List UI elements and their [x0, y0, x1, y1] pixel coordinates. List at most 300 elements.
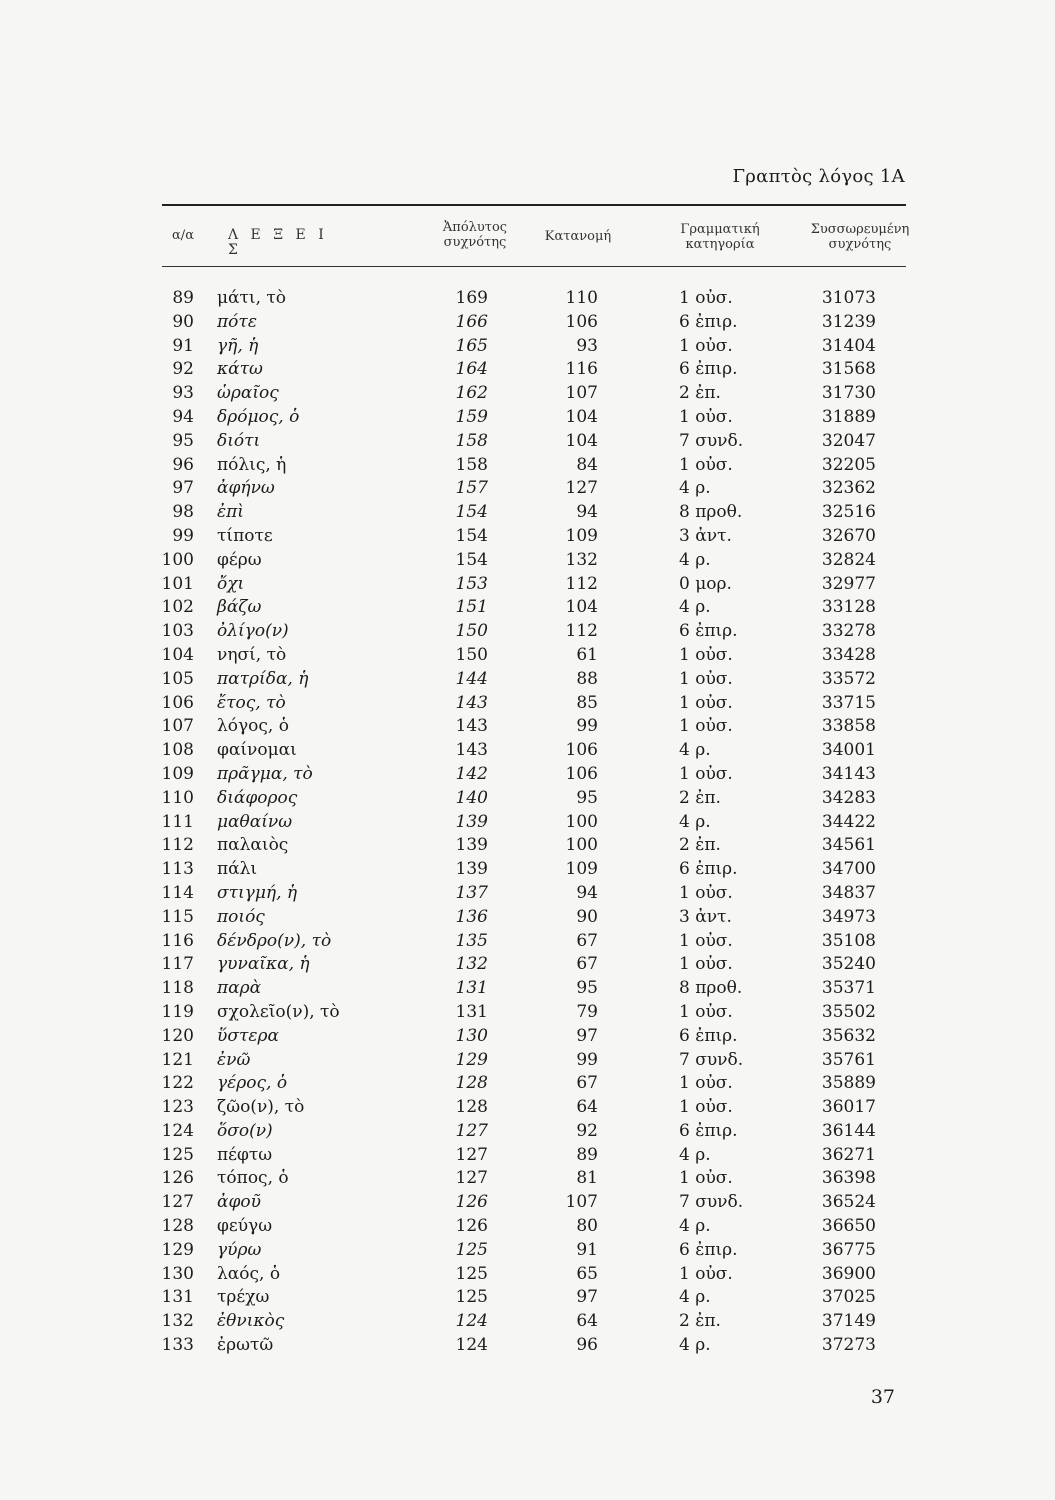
row-distribution: 84 [576, 454, 598, 475]
row-distribution: 89 [576, 1144, 598, 1165]
row-distribution: 109 [565, 859, 598, 880]
row-distribution: 80 [576, 1216, 598, 1237]
row-index: 122 [161, 1073, 194, 1094]
table-row [0, 574, 1055, 598]
row-grammatical-category: 3 ἀντ. [679, 525, 732, 546]
row-index: 106 [161, 692, 194, 713]
table-row [0, 597, 1055, 621]
row-distribution: 92 [576, 1120, 598, 1141]
table-row [0, 502, 1055, 526]
row-distribution: 64 [576, 1311, 598, 1332]
row-cumulative-frequency: 32047 [821, 430, 876, 451]
row-distribution: 67 [576, 1073, 598, 1094]
row-word: τίποτε [217, 525, 273, 546]
row-absolute-frequency: 140 [455, 787, 488, 808]
row-index: 113 [161, 859, 194, 880]
table-row [0, 407, 1055, 431]
table-row [0, 1121, 1055, 1145]
row-absolute-frequency: 125 [455, 1239, 488, 1260]
table-row [0, 455, 1055, 479]
row-cumulative-frequency: 35761 [821, 1049, 876, 1070]
row-absolute-frequency: 125 [455, 1263, 488, 1284]
row-grammatical-category: 4 ρ. [679, 549, 711, 570]
row-distribution: 67 [576, 954, 598, 975]
row-word: πότε [217, 311, 257, 332]
row-word: ἐρωτῶ [217, 1335, 274, 1356]
row-grammatical-category: 3 ἀντ. [679, 906, 732, 927]
row-distribution: 65 [576, 1263, 598, 1284]
row-cumulative-frequency: 31568 [821, 359, 876, 380]
row-index: 98 [172, 502, 194, 523]
row-grammatical-category: 1 οὐσ. [679, 668, 733, 689]
row-index: 102 [161, 597, 194, 618]
row-index: 128 [161, 1216, 194, 1237]
row-distribution: 106 [565, 740, 598, 761]
row-cumulative-frequency: 36524 [821, 1192, 876, 1213]
row-cumulative-frequency: 34700 [821, 859, 876, 880]
row-distribution: 100 [565, 835, 598, 856]
row-cumulative-frequency: 36775 [821, 1239, 876, 1260]
row-grammatical-category: 1 οὐσ. [679, 454, 733, 475]
row-absolute-frequency: 126 [455, 1192, 488, 1213]
header-words: Λ Ε Ξ Ε Ι Σ [228, 227, 328, 258]
table-row [0, 1287, 1055, 1311]
row-grammatical-category: 0 μορ. [679, 573, 732, 594]
row-absolute-frequency: 124 [455, 1335, 488, 1356]
row-index: 109 [161, 763, 194, 784]
row-cumulative-frequency: 35240 [821, 954, 876, 975]
row-distribution: 64 [576, 1097, 598, 1118]
header-cumulative [800, 222, 920, 252]
row-cumulative-frequency: 31730 [821, 383, 876, 404]
row-grammatical-category: 1 οὐσ. [679, 406, 733, 427]
table-row [0, 1050, 1055, 1074]
row-distribution: 99 [576, 716, 598, 737]
row-index: 132 [161, 1311, 194, 1332]
row-grammatical-category: 1 οὐσ. [679, 882, 733, 903]
row-grammatical-category: 1 οὐσ. [679, 1263, 733, 1284]
table-row [0, 1026, 1055, 1050]
row-absolute-frequency: 153 [455, 573, 488, 594]
row-absolute-frequency: 128 [455, 1097, 488, 1118]
row-grammatical-category: 1 οὐσ. [679, 954, 733, 975]
row-grammatical-category: 8 προθ. [679, 502, 743, 523]
row-word: κάτω [217, 359, 263, 380]
row-index: 118 [161, 978, 194, 999]
row-grammatical-category: 4 ρ. [679, 1144, 711, 1165]
row-absolute-frequency: 131 [455, 1001, 488, 1022]
row-distribution: 61 [576, 644, 598, 665]
row-word: ὀλίγο(ν) [217, 621, 289, 642]
row-distribution: 100 [565, 811, 598, 832]
row-absolute-frequency: 124 [455, 1311, 488, 1332]
row-word: γέρος, ὁ [217, 1073, 288, 1094]
row-distribution: 132 [565, 549, 598, 570]
row-cumulative-frequency: 34143 [821, 763, 876, 784]
row-distribution: 99 [576, 1049, 598, 1070]
row-word: ποιός [217, 906, 265, 927]
table-row [0, 788, 1055, 812]
row-cumulative-frequency: 36650 [821, 1216, 876, 1237]
row-cumulative-frequency: 32824 [821, 549, 876, 570]
row-word: ὡραῖος [217, 383, 279, 404]
row-index: 94 [172, 406, 194, 427]
row-grammatical-category: 6 ἐπιρ. [679, 1239, 738, 1260]
row-distribution: 110 [565, 288, 598, 308]
row-cumulative-frequency: 35108 [821, 930, 876, 951]
row-word: νησί, τὸ [217, 644, 287, 665]
row-distribution: 107 [565, 1192, 598, 1213]
row-cumulative-frequency: 31073 [821, 288, 876, 308]
row-word: παρὰ [217, 978, 262, 999]
row-grammatical-category: 1 οὐσ. [679, 1097, 733, 1118]
row-index: 123 [161, 1097, 194, 1118]
row-grammatical-category: 4 ρ. [679, 1287, 711, 1308]
row-grammatical-category: 2 ἐπ. [679, 787, 721, 808]
table-rule-bottom [162, 266, 906, 267]
row-cumulative-frequency: 33278 [821, 621, 876, 642]
row-cumulative-frequency: 36017 [821, 1097, 876, 1118]
row-word: ἔτος, τὸ [217, 692, 286, 713]
table-row [0, 288, 1055, 312]
row-cumulative-frequency: 34561 [821, 835, 876, 856]
row-word: στιγμή, ἡ [217, 882, 298, 903]
row-index: 95 [172, 430, 194, 451]
row-cumulative-frequency: 32670 [821, 525, 876, 546]
table-row [0, 835, 1055, 859]
table-row [0, 693, 1055, 717]
header-cumulative-line2: συχνότης [828, 237, 892, 252]
table-row [0, 1335, 1055, 1359]
row-absolute-frequency: 157 [455, 478, 488, 499]
row-word: τρέχω [217, 1287, 270, 1308]
row-absolute-frequency: 127 [455, 1168, 488, 1189]
table-row [0, 383, 1055, 407]
header-cumulative-line1: Συσσωρευμένη [810, 222, 910, 237]
row-grammatical-category: 6 ἐπιρ. [679, 311, 738, 332]
row-index: 107 [161, 716, 194, 737]
row-grammatical-category: 4 ρ. [679, 1216, 711, 1237]
row-word: λόγος, ὁ [217, 716, 289, 737]
row-grammatical-category: 1 οὐσ. [679, 763, 733, 784]
row-word: φέρω [217, 549, 262, 570]
row-absolute-frequency: 128 [455, 1073, 488, 1094]
row-word: πέφτω [217, 1144, 273, 1165]
row-absolute-frequency: 132 [455, 954, 488, 975]
row-grammatical-category: 4 ρ. [679, 478, 711, 499]
row-grammatical-category: 1 οὐσ. [679, 692, 733, 713]
row-distribution: 88 [576, 668, 598, 689]
row-word: πόλις, ἡ [217, 454, 287, 475]
row-distribution: 109 [565, 525, 598, 546]
table-row [0, 954, 1055, 978]
table-row [0, 740, 1055, 764]
row-cumulative-frequency: 35371 [821, 978, 876, 999]
row-grammatical-category: 4 ρ. [679, 811, 711, 832]
row-absolute-frequency: 150 [455, 644, 488, 665]
row-distribution: 85 [576, 692, 598, 713]
row-distribution: 67 [576, 930, 598, 951]
row-grammatical-category: 4 ρ. [679, 740, 711, 761]
row-word: ὄχι [217, 573, 245, 594]
row-absolute-frequency: 158 [455, 454, 488, 475]
row-distribution: 95 [576, 978, 598, 999]
row-distribution: 81 [576, 1168, 598, 1189]
row-distribution: 112 [565, 621, 598, 642]
row-index: 111 [161, 811, 194, 832]
table-row [0, 1192, 1055, 1216]
table-row [0, 931, 1055, 955]
row-word: μάτι, τὸ [217, 288, 287, 308]
table-row [0, 359, 1055, 383]
row-absolute-frequency: 165 [455, 335, 488, 356]
row-cumulative-frequency: 31239 [821, 311, 876, 332]
row-word: τόπος, ὁ [217, 1168, 289, 1189]
row-absolute-frequency: 151 [455, 597, 488, 618]
row-grammatical-category: 6 ἐπιρ. [679, 1120, 738, 1141]
row-absolute-frequency: 131 [455, 978, 488, 999]
row-grammatical-category: 7 συνδ. [679, 1192, 744, 1213]
table-row [0, 859, 1055, 883]
table-row [0, 1240, 1055, 1264]
row-index: 129 [161, 1239, 194, 1260]
row-word: ὅσο(ν) [217, 1120, 273, 1141]
row-word: παλαιὸς [217, 835, 289, 856]
row-absolute-frequency: 166 [455, 311, 488, 332]
row-grammatical-category: 1 οὐσ. [679, 1001, 733, 1022]
row-grammatical-category: 1 οὐσ. [679, 644, 733, 665]
header-absolute [425, 220, 525, 250]
row-grammatical-category: 6 ἐπιρ. [679, 359, 738, 380]
row-grammatical-category: 2 ἐπ. [679, 1311, 721, 1332]
table-row [0, 478, 1055, 502]
row-absolute-frequency: 150 [455, 621, 488, 642]
row-distribution: 94 [576, 502, 598, 523]
row-word: ὕστερα [217, 1025, 279, 1046]
row-distribution: 79 [576, 1001, 598, 1022]
row-absolute-frequency: 169 [455, 288, 488, 308]
table-row [0, 1145, 1055, 1169]
row-word: ἐπὶ [217, 502, 244, 523]
frequency-table-body [0, 288, 1055, 1359]
row-word: λαός, ὁ [217, 1263, 281, 1284]
row-cumulative-frequency: 32977 [821, 573, 876, 594]
table-row [0, 716, 1055, 740]
row-absolute-frequency: 143 [455, 716, 488, 737]
row-cumulative-frequency: 31889 [821, 406, 876, 427]
row-cumulative-frequency: 32516 [821, 502, 876, 523]
row-word: ζῶο(ν), τὸ [217, 1097, 305, 1118]
row-grammatical-category: 2 ἐπ. [679, 383, 721, 404]
row-grammatical-category: 4 ρ. [679, 1335, 711, 1356]
page-number: 37 [870, 1386, 895, 1408]
row-word: πρᾶγμα, τὸ [217, 763, 313, 784]
row-grammatical-category: 2 ἐπ. [679, 835, 721, 856]
row-index: 105 [161, 668, 194, 689]
table-row [0, 1216, 1055, 1240]
row-index: 120 [161, 1025, 194, 1046]
row-absolute-frequency: 144 [455, 668, 488, 689]
row-distribution: 112 [565, 573, 598, 594]
row-cumulative-frequency: 34001 [821, 740, 876, 761]
row-distribution: 127 [565, 478, 598, 499]
row-index: 119 [161, 1001, 194, 1022]
table-row [0, 431, 1055, 455]
row-cumulative-frequency: 33715 [821, 692, 876, 713]
row-cumulative-frequency: 32362 [821, 478, 876, 499]
row-absolute-frequency: 126 [455, 1216, 488, 1237]
table-rule-top [162, 204, 906, 206]
row-cumulative-frequency: 35502 [821, 1001, 876, 1022]
row-grammatical-category: 8 προθ. [679, 978, 743, 999]
table-row [0, 978, 1055, 1002]
header-distribution: Κατανομή [544, 229, 612, 244]
row-absolute-frequency: 143 [455, 740, 488, 761]
row-index: 124 [161, 1120, 194, 1141]
table-row [0, 764, 1055, 788]
row-cumulative-frequency: 35632 [821, 1025, 876, 1046]
row-absolute-frequency: 154 [455, 525, 488, 546]
table-row [0, 336, 1055, 360]
row-word: δένδρο(ν), τὸ [217, 930, 332, 951]
row-absolute-frequency: 158 [455, 430, 488, 451]
row-distribution: 91 [576, 1239, 598, 1260]
row-index: 91 [172, 335, 194, 356]
table-row [0, 312, 1055, 336]
row-distribution: 104 [565, 406, 598, 427]
table-row [0, 1311, 1055, 1335]
row-word: φεύγω [217, 1216, 273, 1237]
row-grammatical-category: 6 ἐπιρ. [679, 859, 738, 880]
row-index: 96 [172, 454, 194, 475]
row-distribution: 107 [565, 383, 598, 404]
row-index: 130 [161, 1263, 194, 1284]
row-absolute-frequency: 137 [455, 882, 488, 903]
row-distribution: 97 [576, 1025, 598, 1046]
row-absolute-frequency: 127 [455, 1144, 488, 1165]
row-absolute-frequency: 143 [455, 692, 488, 713]
row-word: διάφορος [217, 787, 298, 808]
row-index: 112 [161, 835, 194, 856]
row-cumulative-frequency: 33428 [821, 644, 876, 665]
row-absolute-frequency: 129 [455, 1049, 488, 1070]
row-grammatical-category: 1 οὐσ. [679, 716, 733, 737]
row-index: 103 [161, 621, 194, 642]
row-absolute-frequency: 139 [455, 859, 488, 880]
table-row [0, 1264, 1055, 1288]
row-distribution: 97 [576, 1287, 598, 1308]
table-row [0, 550, 1055, 574]
row-grammatical-category: 6 ἐπιρ. [679, 1025, 738, 1046]
row-distribution: 104 [565, 430, 598, 451]
header-absolute-line1: Ἀπόλυτος [442, 220, 508, 235]
row-word: ἀφήνω [217, 478, 275, 499]
row-index: 116 [161, 930, 194, 951]
row-distribution: 90 [576, 906, 598, 927]
row-cumulative-frequency: 36271 [821, 1144, 876, 1165]
row-word: ἐθνικὸς [217, 1311, 285, 1332]
row-index: 89 [172, 288, 194, 308]
row-distribution: 106 [565, 763, 598, 784]
row-index: 115 [161, 906, 194, 927]
row-cumulative-frequency: 33858 [821, 716, 876, 737]
row-index: 121 [161, 1049, 194, 1070]
row-word: ἀφοῦ [217, 1192, 261, 1213]
row-index: 99 [172, 525, 194, 546]
row-word: πάλι [217, 859, 258, 880]
row-cumulative-frequency: 37149 [821, 1311, 876, 1332]
table-row [0, 669, 1055, 693]
row-word: διότι [217, 430, 261, 451]
row-index: 133 [161, 1335, 194, 1356]
row-distribution: 94 [576, 882, 598, 903]
row-word: ἐνῶ [217, 1049, 251, 1070]
row-absolute-frequency: 142 [455, 763, 488, 784]
row-distribution: 93 [576, 335, 598, 356]
header-absolute-line2: συχνότης [443, 235, 507, 250]
row-cumulative-frequency: 37025 [821, 1287, 876, 1308]
row-grammatical-category: 1 οὐσ. [679, 288, 733, 308]
row-index: 114 [161, 882, 194, 903]
row-index: 93 [172, 383, 194, 404]
row-absolute-frequency: 139 [455, 811, 488, 832]
row-grammatical-category: 1 οὐσ. [679, 930, 733, 951]
table-row [0, 907, 1055, 931]
row-absolute-frequency: 135 [455, 930, 488, 951]
row-word: πατρίδα, ἡ [217, 668, 309, 689]
row-index: 92 [172, 359, 194, 380]
row-grammatical-category: 4 ρ. [679, 597, 711, 618]
header-index: α/α [172, 228, 194, 243]
row-cumulative-frequency: 31404 [821, 335, 876, 356]
row-index: 125 [161, 1144, 194, 1165]
row-cumulative-frequency: 34973 [821, 906, 876, 927]
row-index: 127 [161, 1192, 194, 1213]
row-index: 101 [161, 573, 194, 594]
row-cumulative-frequency: 36900 [821, 1263, 876, 1284]
row-cumulative-frequency: 36144 [821, 1120, 876, 1141]
row-distribution: 104 [565, 597, 598, 618]
row-index: 108 [161, 740, 194, 761]
row-word: γυναῖκα, ἡ [217, 954, 310, 975]
row-grammatical-category: 1 οὐσ. [679, 335, 733, 356]
row-word: γῆ, ἡ [217, 335, 259, 356]
row-index: 97 [172, 478, 194, 499]
table-row [0, 1073, 1055, 1097]
row-grammatical-category: 7 συνδ. [679, 430, 744, 451]
header-category-line2: κατηγορία [685, 237, 755, 252]
row-absolute-frequency: 127 [455, 1120, 488, 1141]
row-absolute-frequency: 162 [455, 383, 488, 404]
table-row [0, 645, 1055, 669]
row-absolute-frequency: 130 [455, 1025, 488, 1046]
row-index: 126 [161, 1168, 194, 1189]
row-word: δρόμος, ὁ [217, 406, 300, 427]
row-distribution: 116 [565, 359, 598, 380]
row-cumulative-frequency: 36398 [821, 1168, 876, 1189]
table-row [0, 1097, 1055, 1121]
row-grammatical-category: 1 οὐσ. [679, 1073, 733, 1094]
row-absolute-frequency: 125 [455, 1287, 488, 1308]
row-cumulative-frequency: 33572 [821, 668, 876, 689]
row-index: 131 [161, 1287, 194, 1308]
row-absolute-frequency: 136 [455, 906, 488, 927]
row-absolute-frequency: 154 [455, 502, 488, 523]
row-absolute-frequency: 164 [455, 359, 488, 380]
row-cumulative-frequency: 35889 [821, 1073, 876, 1094]
table-row [0, 526, 1055, 550]
row-word: φαίνομαι [217, 740, 297, 761]
